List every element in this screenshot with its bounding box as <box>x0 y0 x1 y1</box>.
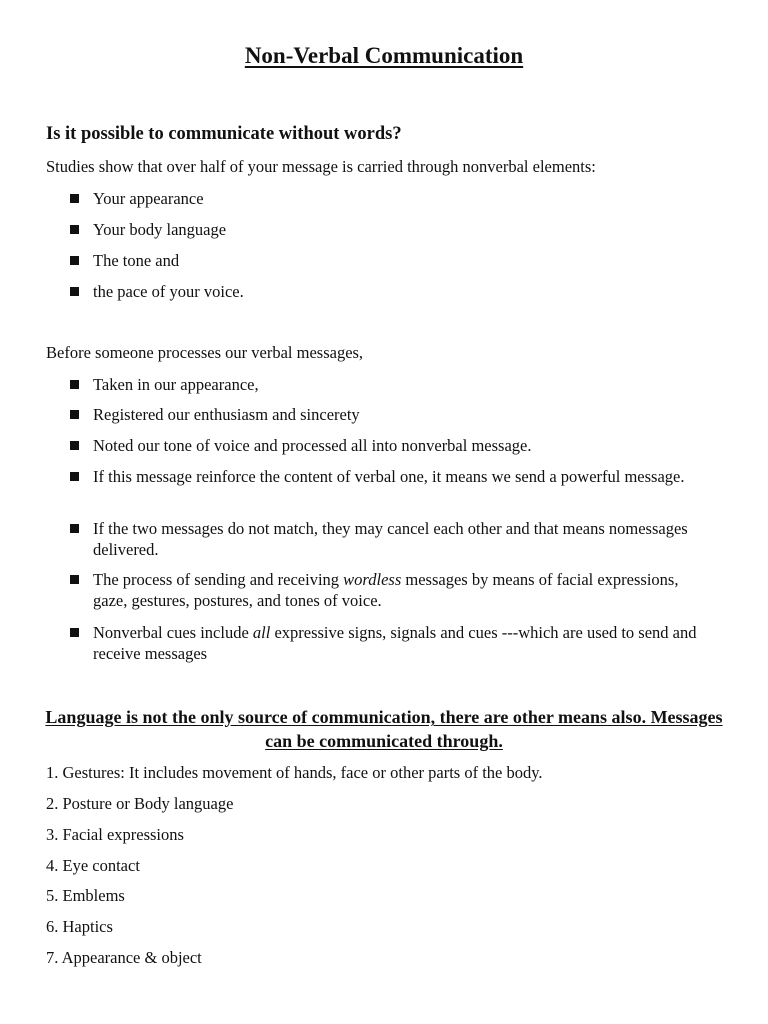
square-bullet-icon <box>70 194 79 203</box>
list-item-text <box>93 569 705 611</box>
list-item-text: If the two messages do not match, they may cancel each other and that means nomessages delivered. <box>93 519 688 559</box>
question-heading: Is it possible to communicate without words? <box>46 124 402 144</box>
emphasis-word: all <box>252 623 271 642</box>
section-heading: Language is not the only source of communication, there are other means also. Messages can be communicated through. <box>45 707 723 751</box>
list-item-text: Registered our enthusiasm and sincerety <box>93 405 360 424</box>
list-item-text: Your body language <box>93 220 227 239</box>
square-bullet-icon <box>70 287 79 296</box>
list-item: 5. Emblems <box>46 886 125 905</box>
page-title: Non-Verbal Communication <box>244 43 524 68</box>
list-item-text: If this message reinforce the content of verbal one, it means we send a powerful message. <box>93 467 685 486</box>
text-run: Nonverbal cues include <box>93 623 253 642</box>
list-item: 7. Appearance & object <box>46 948 202 967</box>
list-item-text: The tone and <box>93 251 180 270</box>
square-bullet-icon <box>70 256 79 265</box>
square-bullet-icon <box>70 628 79 637</box>
list-item-text: the pace of your voice. <box>93 282 244 301</box>
square-bullet-icon <box>70 380 79 389</box>
list-item-text: Noted our tone of voice and processed all into nonverbal message. <box>93 436 532 455</box>
emphasis-word: wordless <box>343 570 402 589</box>
list-item: 2. Posture or Body language <box>46 794 234 813</box>
list-item: 1. Gestures: It includes movement of hands, face or other parts of the body. <box>46 763 543 782</box>
square-bullet-icon <box>70 410 79 419</box>
before-paragraph: Before someone processes our verbal messages, <box>46 343 364 362</box>
list-item-text <box>93 622 705 664</box>
list-item: 4. Eye contact <box>46 856 140 875</box>
text-run: expressive signs, signals and cues ---which are used to send and receive messages <box>93 623 697 663</box>
square-bullet-icon <box>70 472 79 481</box>
list-item: 6. Haptics <box>46 917 113 936</box>
list-item-text: Your appearance <box>93 189 204 208</box>
list-item-text: Taken in our appearance, <box>93 375 259 394</box>
square-bullet-icon <box>70 524 79 533</box>
square-bullet-icon <box>70 441 79 450</box>
list-item: 3. Facial expressions <box>46 825 184 844</box>
square-bullet-icon <box>70 575 79 584</box>
text-run: The process of sending and receiving <box>93 570 344 589</box>
intro-paragraph: Studies show that over half of your message is carried through nonverbal elements: <box>46 157 596 176</box>
square-bullet-icon <box>70 225 79 234</box>
text-run: messages by means of facial expressions, gaze, gestures, postures, and tones of voice. <box>93 570 679 610</box>
